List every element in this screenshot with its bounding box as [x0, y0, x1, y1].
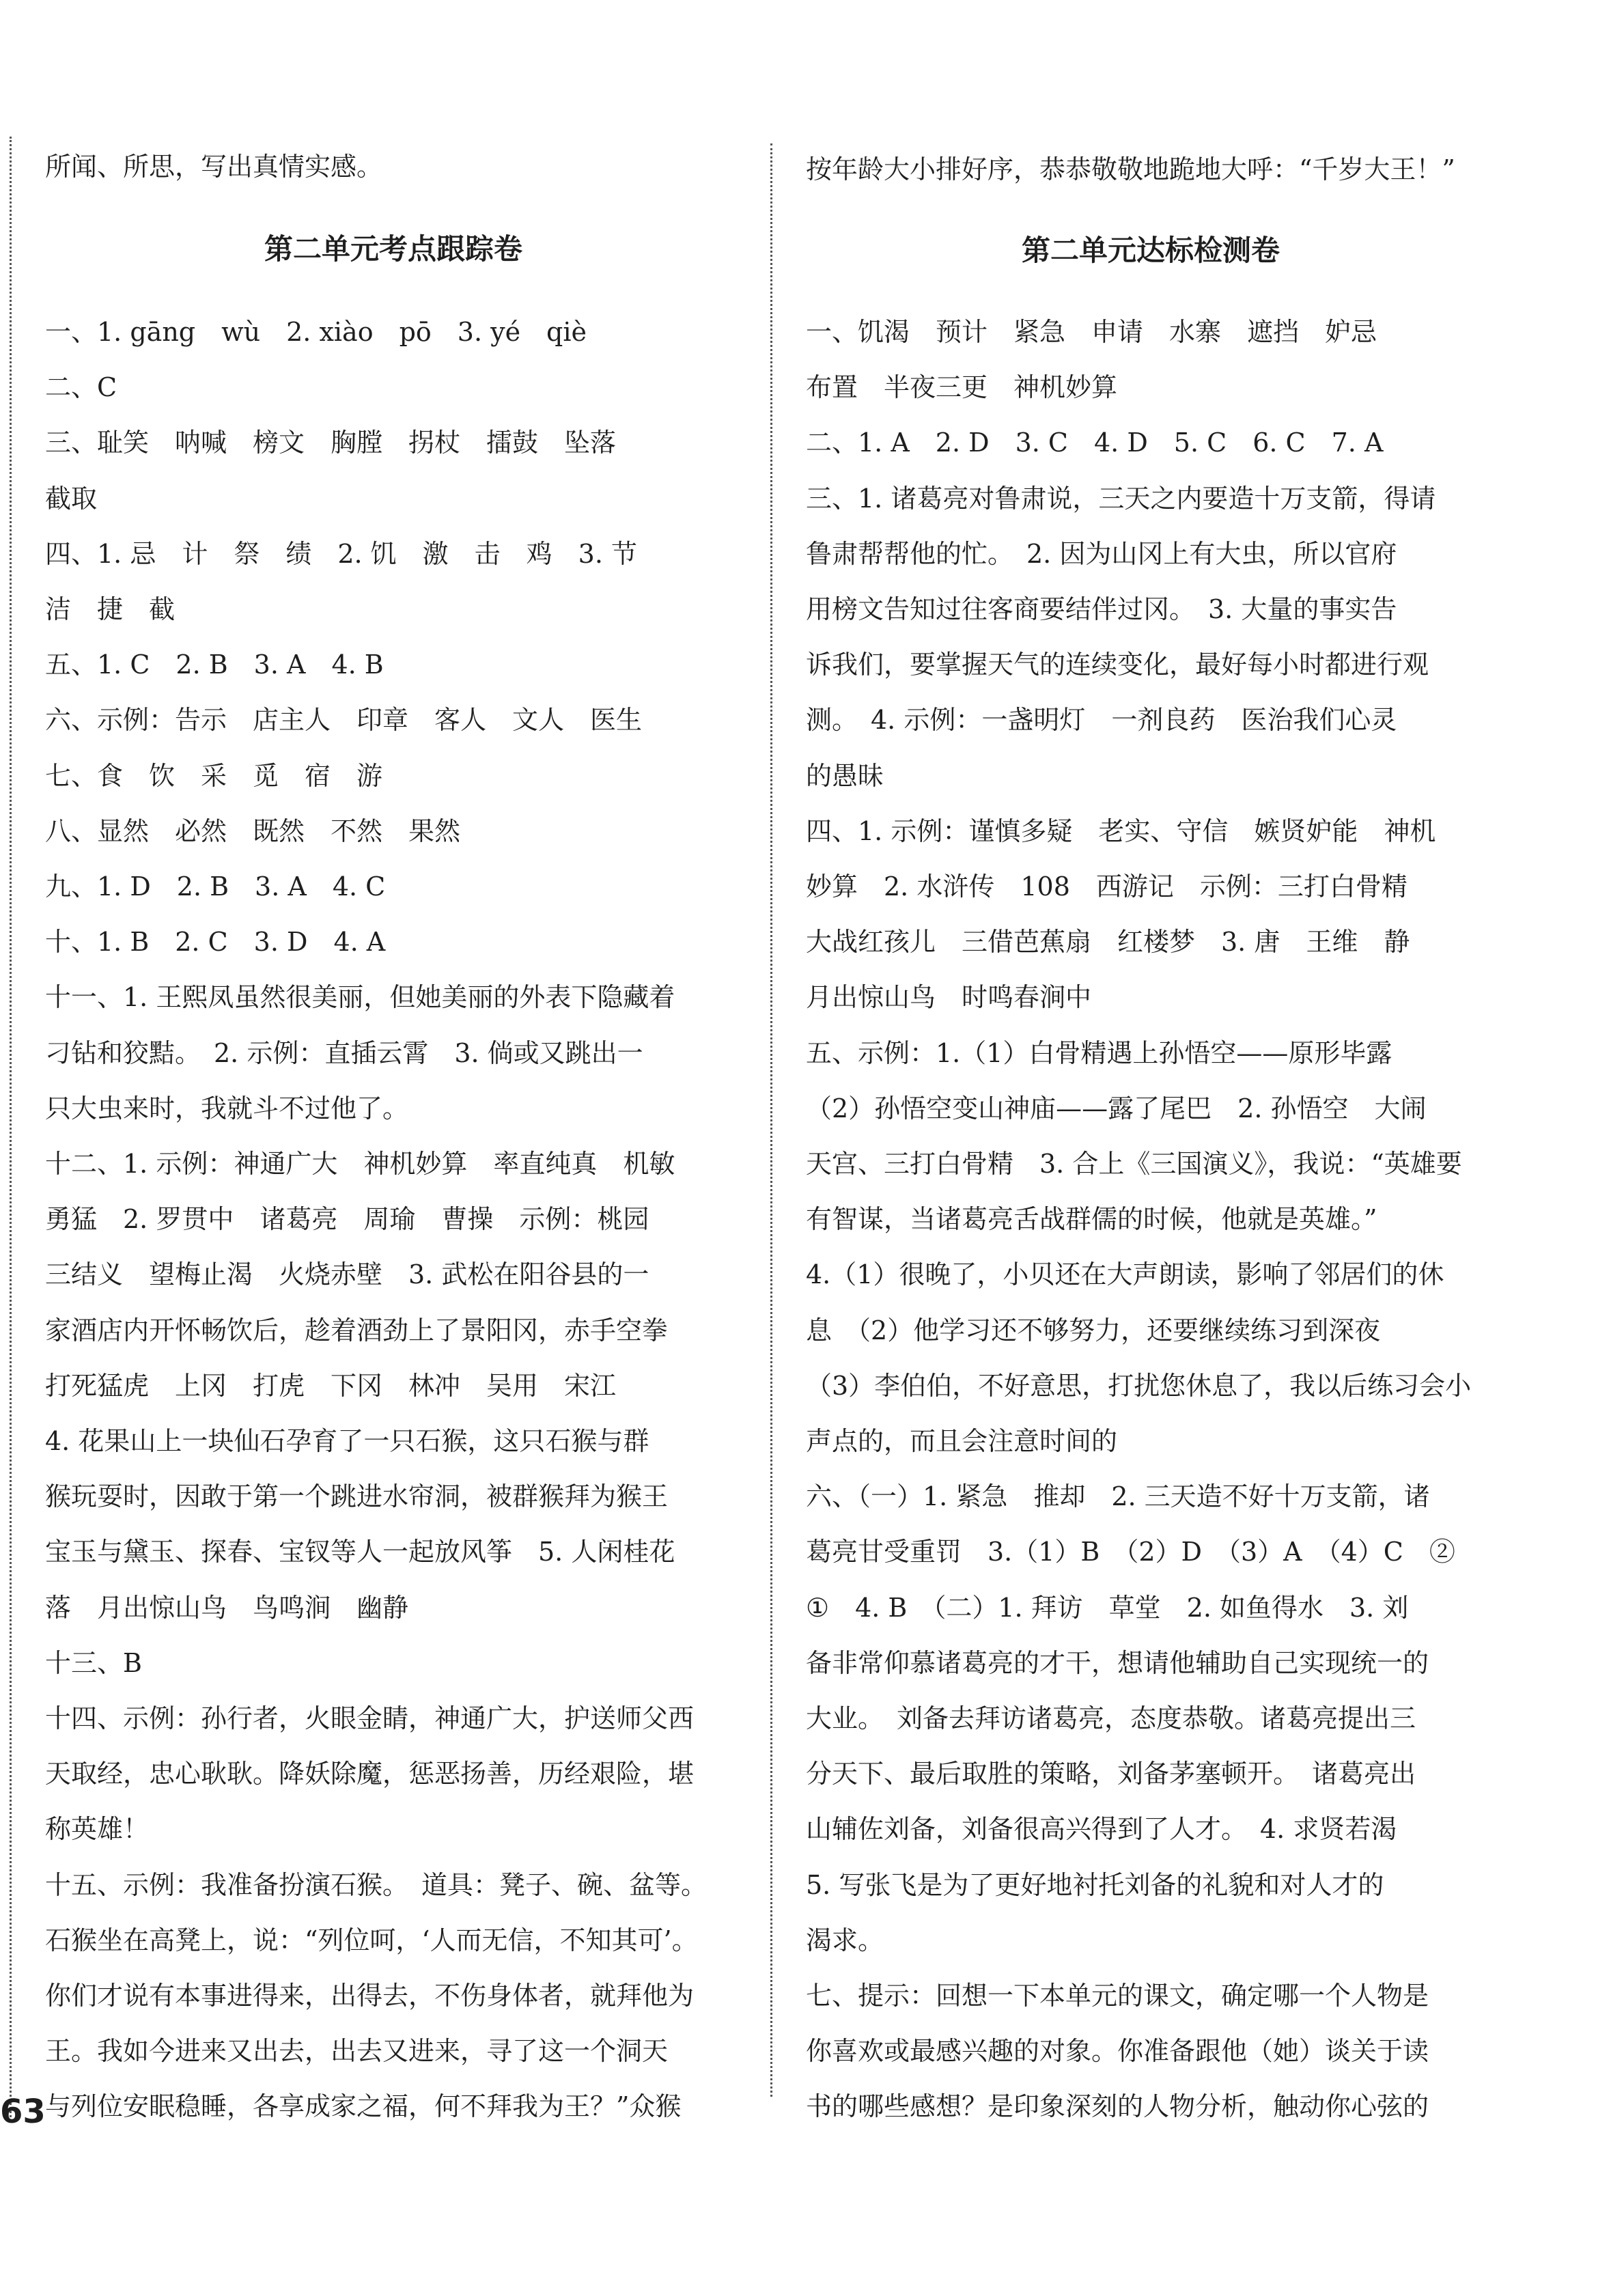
right-intro-line: 按年龄大小排好序，恭恭敬敬地跪地大呼：“千岁大王！” [806, 154, 1455, 184]
right-answer-line: 妙算 2. 水浒传 108 西游记 示例：三打白骨精 [806, 871, 1408, 902]
right-answer-line: 备非常仰慕诸葛亮的才干，想请他辅助自己实现统一的 [806, 1647, 1429, 1678]
right-answer-line: 山辅佐刘备，刘备很高兴得到了人才。 4. 求贤若渴 [806, 1814, 1397, 1845]
right-answer-line: 有智谋，当诸葛亮舌战群儒的时候，他就是英雄。” [806, 1204, 1377, 1235]
right-answer-line: 测。 4. 示例：一盏明灯 一剂良药 医治我们心灵 [806, 705, 1397, 736]
left-answer-line: 十三、B [45, 1647, 142, 1678]
left-answer-line: 五、1. C 2. B 3. A 4. B [45, 650, 384, 680]
right-answer-line: 的愚昧 [806, 760, 884, 791]
left-answer-line: 4. 花果山上一块仙石孕育了一只石猴，这只石猴与群 [45, 1426, 649, 1456]
left-answer-line: 三结义 望梅止渴 火烧赤壁 3. 武松在阳谷县的一 [45, 1259, 649, 1290]
left-answer-line: 七、食 饮 采 觅 宿 游 [45, 760, 383, 791]
right-answer-line: 葛亮甘受重罚 3.（1）B （2）D （3）A （4）C ② [806, 1537, 1455, 1567]
left-answer-line: 十五、示例：我准备扮演石猴。 道具：凳子、碗、盆等。 [45, 1869, 708, 1900]
right-answer-line: 渴求。 [806, 1925, 884, 1955]
right-answer-line: （2）孙悟空变山神庙——露了尾巴 2. 孙悟空 大闹 [806, 1093, 1427, 1123]
left-section-title: 第二单元考点跟踪卷 [264, 232, 522, 266]
right-section-title: 第二单元达标检测卷 [1021, 234, 1280, 267]
left-answer-line: 九、1. D 2. B 3. A 4. C [45, 871, 386, 902]
right-answer-line: 三、1. 诸葛亮对鲁肃说，三天之内要造十万支箭，得请 [806, 483, 1436, 514]
column-divider-rule [770, 143, 772, 2097]
right-answer-line: 声点的，而且会注意时间的 [806, 1426, 1118, 1456]
left-margin-rule [10, 137, 12, 2117]
right-answer-line: 诉我们，要掌握天气的连续变化，最好每小时都进行观 [806, 650, 1429, 680]
left-answer-line: 六、示例：告示 店主人 印章 客人 文人 医生 [45, 705, 643, 736]
left-answer-line: 十、1. B 2. C 3. D 4. A [45, 927, 386, 958]
left-answer-line: 打死猛虎 上冈 打虎 下冈 林冲 吴用 宋江 [45, 1370, 617, 1401]
left-answer-line: 十四、示例：孙行者，火眼金睛，神通广大，护送师父西 [45, 1703, 695, 1733]
right-answer-line: 天宫、三打白骨精 3. 合上《三国演义》，我说：“英雄要 [806, 1149, 1462, 1179]
left-answer-line: 家酒店内开怀畅饮后，趁着酒劲上了景阳冈，赤手空拳 [45, 1315, 669, 1345]
left-answer-line: 十一、1. 王熙凤虽然很美丽，但她美丽的外表下隐藏着 [45, 982, 675, 1013]
right-answer-line: 四、1. 示例：谨慎多疑 老实、守信 嫉贤妒能 神机 [806, 815, 1436, 846]
left-intro-line: 所闻、所思，写出真情实感。 [45, 152, 383, 182]
right-answer-line: 4.（1）很晚了，小贝还在大声朗读，影响了邻居们的休 [806, 1259, 1444, 1290]
left-answer-line: 八、显然 必然 既然 不然 果然 [45, 815, 461, 846]
left-answer-line: 落 月出惊山鸟 鸟鸣涧 幽静 [45, 1592, 409, 1623]
right-answer-line: 一、饥渴 预计 紧急 申请 水寨 遮挡 妒忌 [806, 317, 1377, 347]
right-answer-line: ① 4. B （二）1. 拜访 草堂 2. 如鱼得水 3. 刘 [806, 1592, 1409, 1623]
right-answer-line: 大战红孩儿 三借芭蕉扇 红楼梦 3. 唐 王维 静 [806, 927, 1410, 958]
left-answer-line: 刁钻和狡黠。 2. 示例：直插云霄 3. 倘或又跳出一 [45, 1037, 643, 1068]
page-number: 63 [0, 2093, 46, 2131]
left-answer-line: 一、1. gāng wù 2. xiào pō 3. yé qiè [45, 317, 587, 347]
left-answer-line: 四、1. 忌 计 祭 绩 2. 饥 激 击 鸡 3. 节 [45, 538, 638, 569]
left-answer-line: 王。我如今进来又出去，出去又进来，寻了这一个洞天 [45, 2036, 669, 2067]
right-answer-line: 七、提示：回想一下本单元的课文，确定哪一个人物是 [806, 1981, 1429, 2011]
left-answer-line: 截取 [45, 483, 98, 514]
right-answer-line: 大业。 刘备去拜访诸葛亮，态度恭敬。诸葛亮提出三 [806, 1703, 1416, 1733]
left-answer-line: 十二、1. 示例：神通广大 神机妙算 率直纯真 机敏 [45, 1149, 675, 1179]
left-answer-line: 你们才说有本事进得来，出得去，不伤身体者，就拜他为 [45, 1981, 695, 2011]
right-answer-line: 二、1. A 2. D 3. C 4. D 5. C 6. C 7. A [806, 428, 1384, 458]
left-answer-line: 天取经，忠心耿耿。降妖除魔，惩恶扬善，历经艰险，堪 [45, 1759, 695, 1789]
right-answer-line: （3）李伯伯，不好意思，打扰您休息了，我以后练习会小 [806, 1370, 1472, 1401]
right-answer-line: 五、示例：1.（1）白骨精遇上孙悟空——原形毕露 [806, 1037, 1392, 1068]
left-answer-line: 三、耻笑 呐喊 榜文 胸膛 拐杖 擂鼓 坠落 [45, 428, 617, 458]
right-answer-line: 用榜文告知过往客商要结伴过冈。 3. 大量的事实告 [806, 594, 1397, 624]
right-answer-line: 布置 半夜三更 神机妙算 [806, 372, 1118, 403]
right-answer-line: 5. 写张飞是为了更好地衬托刘备的礼貌和对人才的 [806, 1869, 1384, 1900]
right-answer-line: 六、（一）1. 紧急 推却 2. 三天造不好十万支箭，诸 [806, 1481, 1430, 1512]
right-answer-line: 分天下、最后取胜的策略，刘备茅塞顿开。 诸葛亮出 [806, 1759, 1416, 1789]
left-answer-line: 只大虫来时，我就斗不过他了。 [45, 1093, 409, 1123]
left-answer-line: 石猴坐在高凳上，说：“列位呵，‘人而无信，不知其可’。 [45, 1925, 698, 1955]
right-answer-line: 息 （2）他学习还不够努力，还要继续练习到深夜 [806, 1315, 1381, 1345]
right-answer-line: 你喜欢或最感兴趣的对象。你准备跟他（她）谈关于读 [806, 2036, 1429, 2067]
left-answer-line: 宝玉与黛玉、探春、宝钗等人一起放风筝 5. 人闲桂花 [45, 1537, 675, 1567]
left-answer-line: 猴玩耍时，因敢于第一个跳进水帘洞，被群猴拜为猴王 [45, 1481, 669, 1512]
left-answer-line: 与列位安眠稳睡，各享成家之福，何不拜我为王？”众猴 [45, 2091, 682, 2122]
right-answer-line: 鲁肃帮帮他的忙。 2. 因为山冈上有大虫，所以官府 [806, 538, 1397, 569]
left-answer-line: 二、C [45, 372, 117, 403]
right-answer-line: 月出惊山鸟 时鸣春涧中 [806, 982, 1092, 1013]
left-answer-line: 洁 捷 截 [45, 594, 176, 624]
right-answer-line: 书的哪些感想？是印象深刻的人物分析，触动你心弦的 [806, 2091, 1429, 2122]
left-answer-line: 称英雄！ [45, 1814, 150, 1845]
left-answer-line: 勇猛 2. 罗贯中 诸葛亮 周瑜 曹操 示例：桃园 [45, 1204, 649, 1235]
